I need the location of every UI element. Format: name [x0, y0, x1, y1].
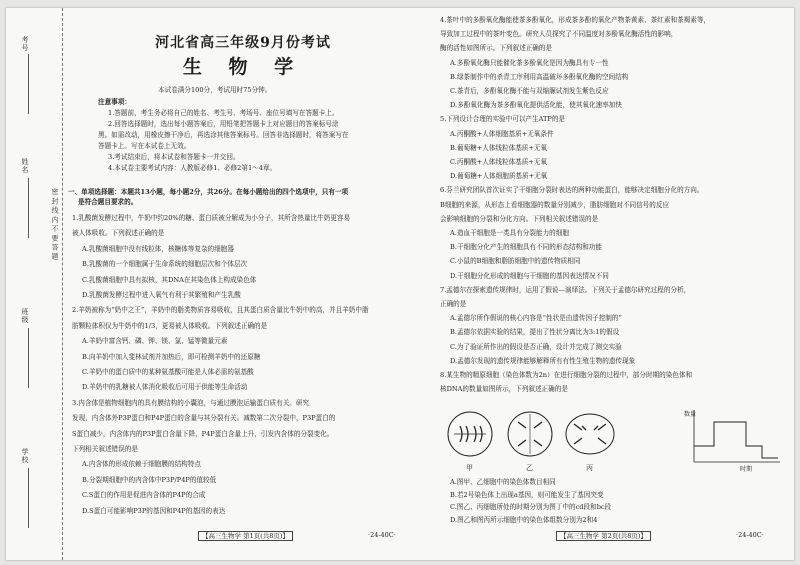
question-line: D.乳酸菌发酵过程中进入氧气有利于其繁殖和产生乳酸 [82, 291, 241, 299]
question-line: C.茶青后，多酚氧化酶不能与双缩脲试剂发生紫色反应 [450, 87, 609, 95]
question-line: A.内含体的形成依赖于细胞膜的结构特点 [82, 460, 201, 469]
question-line: 7.孟德尔在探索遗传规律时，运用了假说—演绎法。下列关于孟德尔研究过程的分析， [440, 285, 691, 294]
question-line: 1.乳酸菌发酵过程中，牛奶中约20%的糖、蛋白质被分解成为小分子，其所含热量比牛奶更容易 [72, 214, 351, 222]
binding-strip [6, 8, 63, 560]
note-item: 3.考试结束后，将本试卷和答题卡一并交回。 [108, 153, 240, 161]
school-label: 学校 [21, 448, 29, 464]
question-line: A.图甲、乙细胞中的染色体数目相同 [450, 478, 556, 486]
question-line: 正确的是 [440, 300, 467, 308]
name-label: 姓名 [21, 158, 29, 174]
question-line: D.干细胞分化形成的细胞与干细胞的基因表达情况不同 [450, 271, 609, 280]
question-line: 下列相关叙述错误的是 [72, 445, 138, 453]
question-line: A.乳酸菌细胞中没有线粒体，核糖体等复杂的细胞器 [82, 244, 234, 253]
figure-label-jia: 甲 [466, 464, 473, 472]
exam-sheet [6, 8, 794, 560]
notes-heading: 注意事项： [98, 98, 131, 106]
footer-label: 【高三生物学 第1页(共8页)】 [198, 531, 293, 541]
question-line: 3.内含体是植物细胞内的具有膜结构的小囊泡，与通过膜泡运输蛋白质有关。研究 [72, 398, 310, 407]
note-item: 答题卡上。写在本试卷上无效。 [98, 142, 191, 150]
question-line: C.丙酮酸+人体线粒体基质+无氧 [450, 158, 548, 166]
graph-ylabel: 数量 [684, 411, 697, 418]
question-line: 5.下列设计合理的实验中可以产生ATP的是 [440, 115, 566, 124]
question-line: B.向羊奶中加入斐林试剂并加热后，即可检测羊奶中的还原糖 [82, 352, 261, 361]
question-line: 核DNA的数量如图所示，下列叙述正确的是 [440, 385, 568, 394]
question-line: B细胞的来源，从形态上看细胞器的数量分别减少，脂肪细胞对不同信号的反应 [440, 200, 670, 209]
cell-jia [448, 412, 492, 456]
question-line: D.孟德尔发现的遗传规律能够解释所有有性生殖生物的遗传现象 [450, 356, 636, 365]
question-line: C.图乙、丙细胞所处的时期分别为图丁中的cd段和bc段 [450, 503, 612, 511]
question-line: C.小鼠的B细胞和脂肪细胞中的遗传物质相同 [450, 257, 581, 266]
question-line: B.乳酸菌的一个细胞属于生命系统的细胞层次和个体层次 [82, 260, 248, 269]
cell-division-figure [442, 404, 672, 474]
page-code: ·24-40C· [368, 531, 396, 539]
section-heading: 一、单项选择题：本题共13小题，每小题2分，共26分。在每小题给出的四个选项中，只有一项 [68, 188, 349, 196]
question-line: 会影响细胞的分裂和分化方向。下列相关叙述错误的是 [440, 214, 599, 223]
question-line: D.S蛋白可能影响P3P的基因和P4P的基因的表达 [82, 506, 226, 515]
exam-number-label: 考号 [21, 36, 29, 52]
question-line: C.S蛋白的作用是促进内含体的P4P的合成 [82, 491, 206, 500]
note-item: 4.本试卷主要考试内容：人教版必修1、必修2第1～4章。 [108, 164, 277, 172]
graph-xlabel: 时期 [740, 466, 753, 473]
question-line: B.孟德尔依据实验的结果，提出了性状分离比为3:1的假设 [450, 328, 620, 337]
class-label: 班级 [21, 308, 29, 324]
question-line: S蛋白减少，内含体内的P3P蛋白含量下降，P4P蛋白含量上升，引发内含体的分裂变化。 [72, 429, 334, 438]
page-footer [198, 531, 293, 540]
question-line: D.图乙和图丙所示细胞中的染色体组数分别为2和4 [450, 515, 598, 524]
question-line: 发现，内含体外P3P蛋白和P4P蛋白的含量与其分裂有关。减数第二次分裂中，P3P蛋白的 [72, 414, 336, 423]
page-code: ·24-40C· [736, 531, 764, 539]
footer-label: 【高三生物学 第2页(共8页)】 [556, 531, 651, 541]
note-item: 黑。如需改动，用橡皮擦干净后，再选涂其他答案标号。回答非选择题时，将答案写在 [98, 131, 349, 139]
question-line: C.羊奶中的蛋白质中的某种氨基酸可能是人体必需的氨基酸 [82, 368, 254, 376]
exam-number-line [28, 54, 29, 114]
page-footer [556, 531, 651, 540]
exam-intro: 本试卷满分100分，考试用时75分钟。 [158, 86, 272, 94]
question-line: 4.茶叶中的多酚氧化酶能使茶多酚氧化，形成茶多酚的氧化产物茶黄素、茶红素和茶褐素等， [440, 16, 711, 24]
question-line: 酶的活性如图所示。下列叙述正确的是 [440, 44, 553, 53]
school-line [28, 468, 29, 528]
question-line: D.多酚氧化酶为茶多酚氧化提供活化能，使其氧化速率加快 [450, 101, 622, 110]
question-line: 2.羊奶被称为“奶中之王”，羊奶中的脂类物质容易吸收，且其蛋白质含量比牛奶中的高，并且羊奶中脂 [72, 306, 369, 315]
cell-bing [566, 414, 614, 454]
question-line: D.羊奶中的乳糖被人体消化吸收后可用于供能等生命活动 [82, 383, 248, 392]
question-line: 8.某生物的精原细胞（染色体数为2n）在进行细胞分裂的过程中，部分时期的染色体和 [440, 371, 693, 379]
note-item: 2.回答选择题时，选出每小题答案后，用铅笔把答题卡上对应题目的答案标号涂 [108, 120, 339, 128]
question-line: 肪颗粒体积仅为牛奶中的1/3，更易被人体吸收。下列叙述正确的是 [72, 321, 268, 330]
cell-yi [508, 412, 552, 456]
question-line: D.葡萄糖+人体细胞质基质+无氧 [450, 172, 548, 181]
question-line: A.羊奶中富含钙、磷、钾、镁、氯、锰等微量元素 [82, 337, 228, 346]
question-line: B.若2号染色体上出现a基因，则可能发生了基因突变 [450, 490, 604, 499]
question-line: 导致加工过程中的茶叶变色。研究人员探究了不同温度对多酚氧化酶活性的影响， [440, 30, 678, 39]
question-line: B.绿茶制作中的杀青工序利用高温破坏多酚氧化酶的空间结构 [450, 72, 629, 81]
subject-title: 生 物 学 [182, 56, 304, 78]
question-line: B.干细胞分化产生的细胞具有不同的形态结构和功能 [450, 243, 603, 252]
question-line: B.分裂期细胞中的内含体中P3P/P4P的值较低 [82, 475, 217, 484]
class-line [28, 328, 29, 388]
question-line: A.丙酮酸+人体细胞基质+无氧条件 [450, 129, 554, 138]
name-line [28, 178, 29, 238]
question-line: B.葡萄糖+人体线粒体基质+无氧 [450, 143, 548, 152]
chromosome-count-graph [684, 406, 784, 474]
figure-label-bing: 丙 [586, 464, 593, 472]
question-line: C.乳酸菌细胞中具有拟核，其DNA在其染色体上构成染色体 [82, 275, 257, 284]
note-item: 1.答题前，考生务必将自己的姓名、考生号、考场号、座位号填写在答题卡上。 [108, 109, 339, 117]
seal-notice: 密 封 线 内 不 要 答 题 [51, 188, 59, 260]
left-page [68, 8, 418, 560]
right-page [436, 8, 788, 560]
question-line: A.孟德尔所作假说的核心内容是“性状是由遗传因子控制的” [450, 314, 622, 323]
question-line: 被人体吸收。下列叙述正确的是 [72, 229, 165, 238]
question-line: 6.芬兰研究团队首次证实了干细胞分裂时表达的两种功能蛋白，能够决定细胞分化的方向。 [440, 186, 704, 195]
section-heading-cont: 是符合题目要求的。 [78, 198, 138, 206]
question-line: A.造血干细胞是一类具有分裂能力的细胞 [450, 229, 569, 237]
question-line: A.多酚氧化酶只能催化茶多酚氧化是因为酶具有专一性 [450, 58, 609, 67]
figure-label-yi: 乙 [526, 464, 533, 472]
exam-title: 河北省高三年级9月份考试 [155, 35, 331, 51]
question-line: C.为了验证所作出的假设是否正确，设计并完成了测交实验 [450, 342, 622, 351]
